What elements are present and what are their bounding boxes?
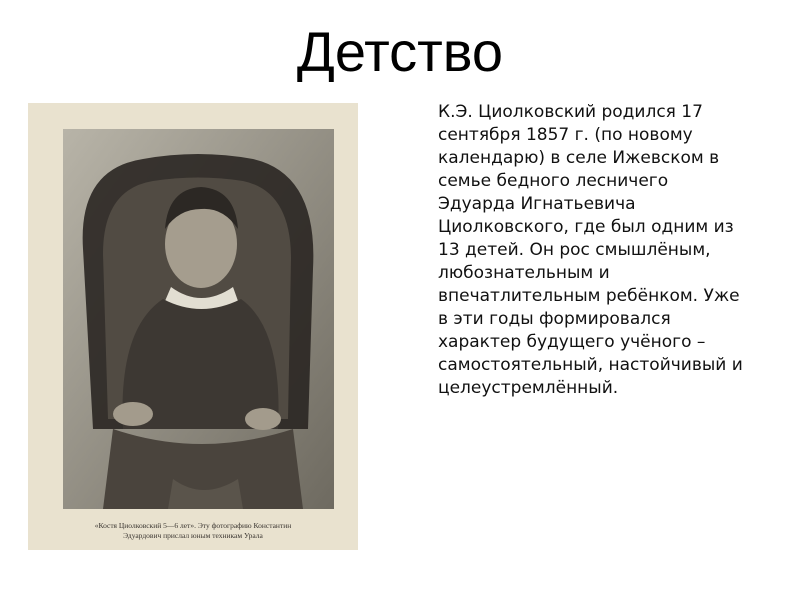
body-paragraph: К.Э. Циолковский родился 17 сентября 1857 г. (по новому календарю) в селе Ижевском в семье бедного лесничего Эдуарда Игнатьевича Циолковского, где был одним из 13 детей. Он рос смышлёным, любознательным и впечатлительным ребёнком. Уже в эти годы формировался характер будущего учёного – самостоятельный, настойчивый и целеустремлённый.: [438, 102, 743, 398]
slide-title: Детство: [296, 20, 504, 83]
photo-caption: «Костя Циолковский 5—6 лет». Эту фотографию Константин Эдуардович прислал юным техникам Урала: [94, 521, 292, 540]
childhood-photo-card: [28, 103, 358, 550]
